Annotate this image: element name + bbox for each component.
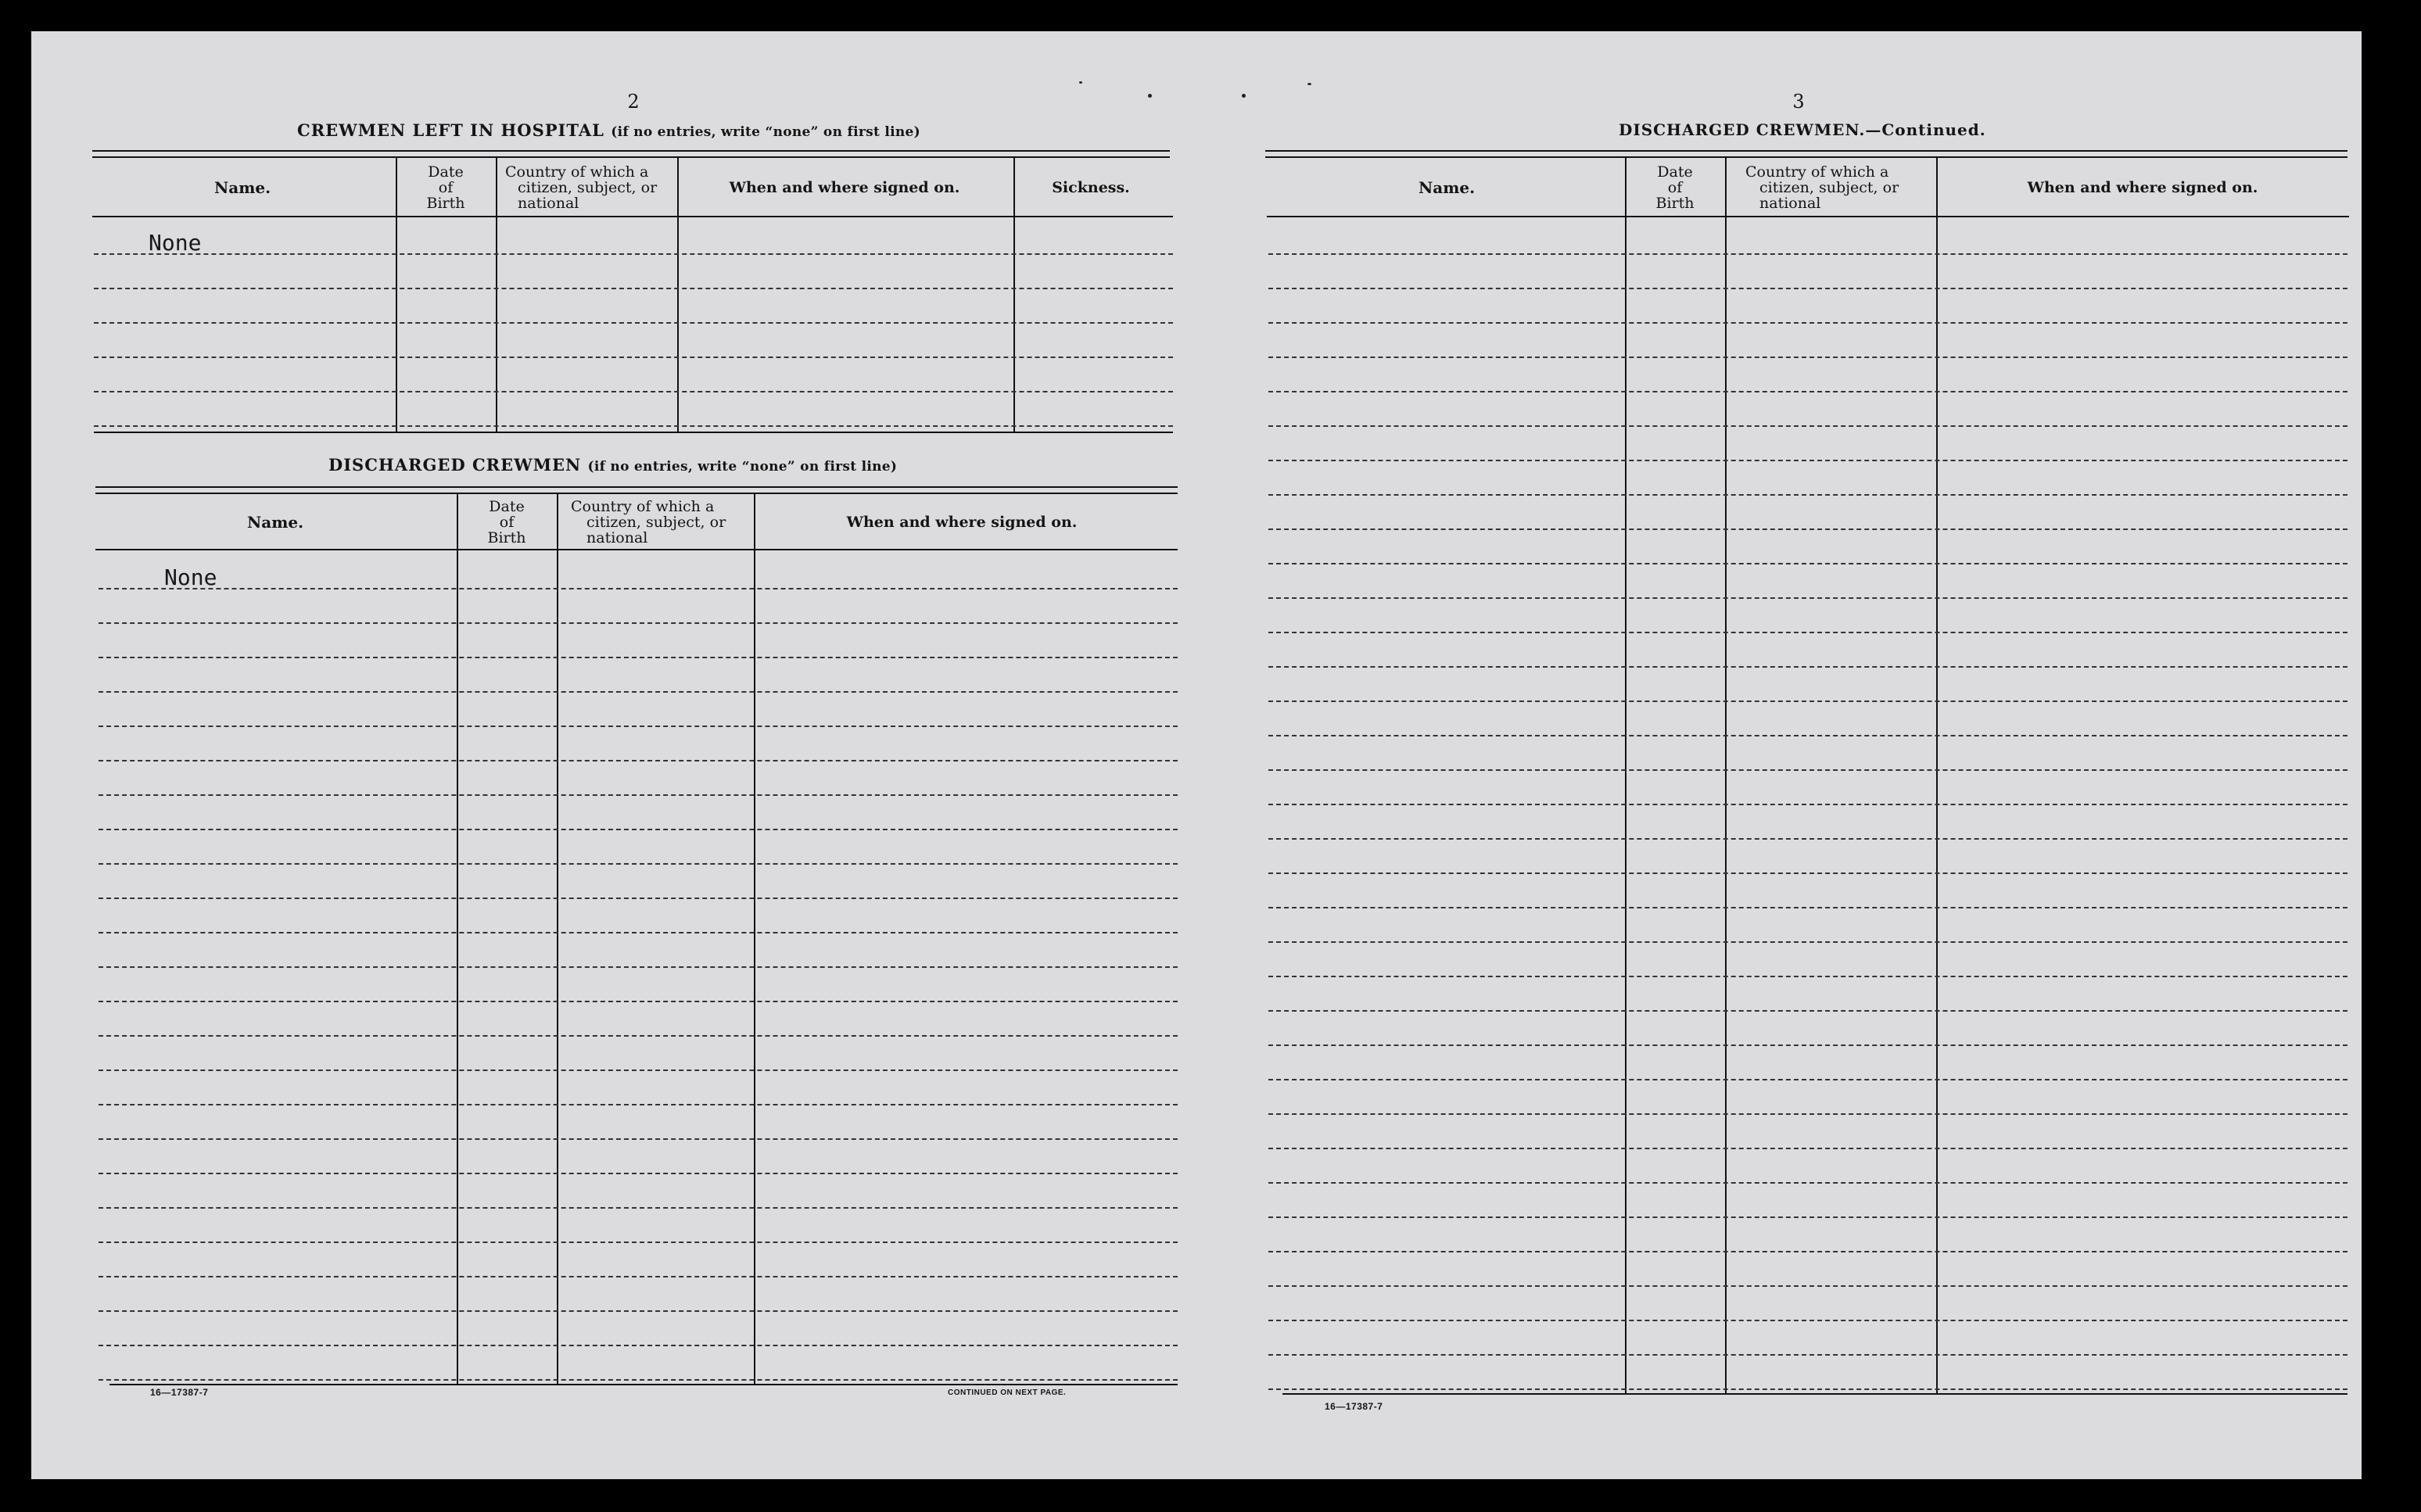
dob-line-2: of — [438, 179, 454, 196]
hospital-title-instruction: (if no entries, write “none” on first line) — [611, 124, 920, 140]
right-col-name: Name. — [1418, 178, 1476, 197]
scan-speck — [1079, 81, 1082, 84]
scan-speck — [1242, 94, 1246, 98]
hospital-title-text: CREWMEN LEFT IN HOSPITAL — [297, 120, 604, 140]
scan-speck — [1148, 94, 1152, 98]
country-line-2: citizen, subject, or — [586, 514, 726, 531]
entry-line — [1268, 804, 2347, 805]
discharged-col-name: Name. — [246, 513, 304, 532]
entry-line — [1268, 425, 2347, 427]
entry-line — [1268, 288, 2347, 289]
footer-continued: CONTINUED ON NEXT PAGE. — [948, 1388, 1067, 1397]
right-header-rule — [1267, 216, 2349, 217]
country-line-2: citizen, subject, or — [518, 179, 658, 196]
right-page — [31, 31, 2362, 1479]
right-col-dob — [1628, 164, 1722, 211]
entry-line — [1268, 1113, 2347, 1115]
entry-line — [1268, 1354, 2347, 1356]
dob-line-1: Date — [1657, 163, 1693, 181]
page-number: 2 — [627, 91, 640, 113]
entry-line — [1268, 597, 2347, 599]
section-bottom-rule — [1282, 1393, 2347, 1395]
hospital-col-name: Name. — [213, 178, 271, 197]
country-line-1: Country of which a — [1745, 163, 1889, 181]
column-divider — [1936, 156, 1938, 1393]
hospital-col-signed-on: When and where signed on. — [729, 179, 960, 196]
page-number: 3 — [1792, 91, 1805, 113]
column-divider — [1625, 156, 1627, 1393]
entry-line — [1268, 632, 2347, 633]
entry-line — [1268, 494, 2347, 496]
country-line-3: national — [1759, 195, 1821, 212]
entry-line — [1268, 976, 2347, 977]
entry-line — [1268, 460, 2347, 461]
entry-line — [1268, 1079, 2347, 1080]
hospital-col-sickness: Sickness. — [1052, 179, 1130, 196]
right-section-title: DISCHARGED CREWMEN.—Continued. — [1619, 120, 1986, 139]
entry-line — [1268, 735, 2347, 736]
entry-line — [1268, 872, 2347, 874]
entry-line — [1268, 1251, 2347, 1252]
country-line-3: national — [518, 195, 579, 212]
discharged-title-instruction: (if no entries, write “none” on first line) — [587, 459, 898, 475]
dob-line-3: Birth — [1655, 195, 1695, 212]
entry-line — [1268, 391, 2347, 392]
entry-line — [1268, 907, 2347, 908]
dob-line-2: of — [499, 514, 515, 531]
hospital-entry-none: None — [149, 230, 202, 256]
dob-line-2: of — [1667, 179, 1683, 196]
entry-line — [1268, 1388, 2347, 1390]
entry-line — [1268, 1148, 2347, 1149]
entry-line — [1268, 253, 2347, 255]
discharged-title-text: DISCHARGED CREWMEN — [328, 455, 582, 475]
discharged-entry-none: None — [164, 564, 217, 590]
entry-line — [1268, 941, 2347, 943]
entry-line — [1268, 700, 2347, 702]
country-line-1: Country of which a — [571, 498, 715, 515]
country-line-2: citizen, subject, or — [1759, 179, 1899, 196]
footer-form-number: 16—17387-7 — [150, 1387, 209, 1398]
entry-line — [1268, 563, 2347, 564]
entry-line — [1268, 1044, 2347, 1046]
entry-line — [1268, 1182, 2347, 1184]
entry-line — [1268, 666, 2347, 668]
country-line-3: national — [586, 529, 648, 546]
column-divider — [1725, 156, 1727, 1393]
country-line-1: Country of which a — [505, 163, 649, 181]
right-top-rule — [1265, 150, 2347, 158]
entry-line — [1268, 357, 2347, 358]
entry-line — [1268, 1010, 2347, 1012]
right-col-signed-on: When and where signed on. — [2027, 179, 2258, 196]
discharged-col-signed-on: When and where signed on. — [846, 514, 1078, 531]
entry-line — [1268, 1320, 2347, 1321]
entry-line — [1268, 1285, 2347, 1287]
dob-line-1: Date — [428, 163, 464, 181]
dob-line-1: Date — [489, 498, 525, 515]
dob-line-3: Birth — [426, 195, 465, 212]
scan-speck — [1307, 83, 1311, 85]
entry-line — [1268, 1216, 2347, 1218]
entry-line — [1268, 322, 2347, 324]
entry-line — [1268, 838, 2347, 840]
entry-line — [1268, 528, 2347, 530]
scanned-form-sheet — [31, 31, 2362, 1479]
footer-form-number: 16—17387-7 — [1325, 1401, 1383, 1412]
dob-line-3: Birth — [487, 529, 526, 546]
entry-line — [1268, 769, 2347, 771]
right-col-country — [1728, 164, 1924, 211]
